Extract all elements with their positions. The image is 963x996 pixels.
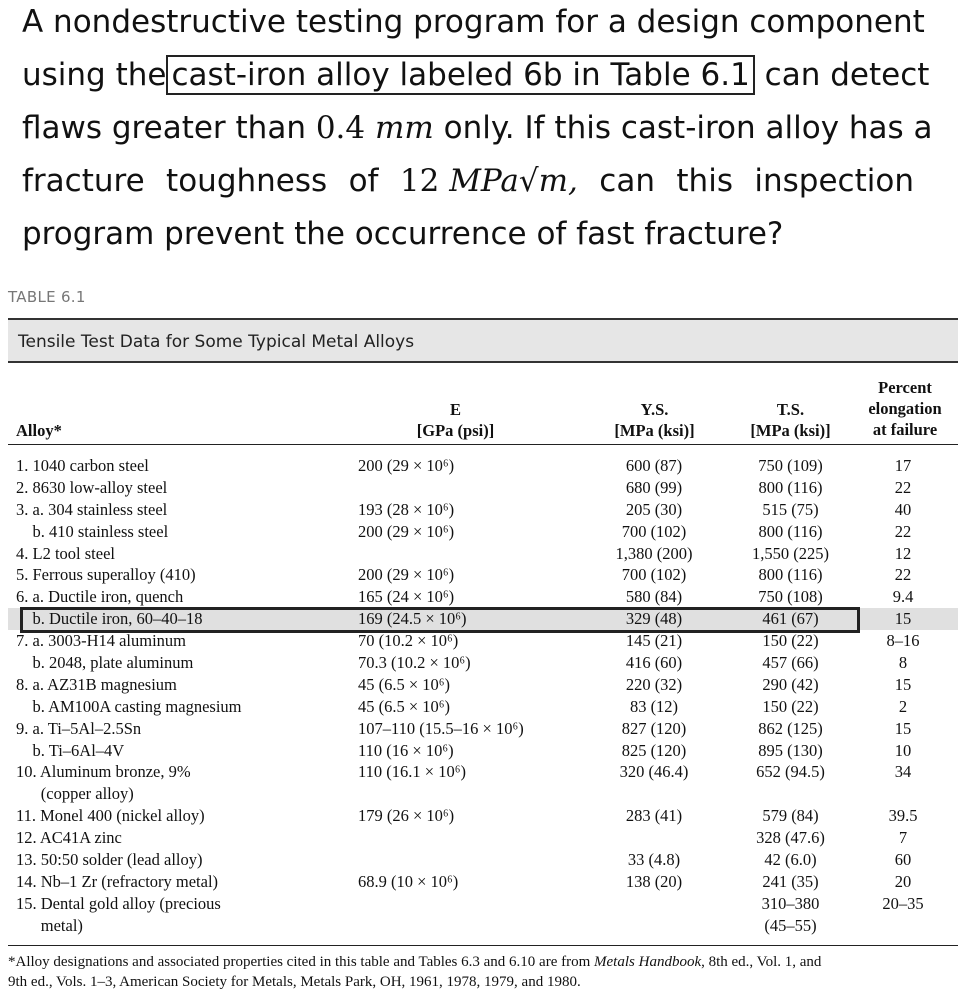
cell-alloy: 11. Monel 400 (nickel alloy) <box>16 806 205 826</box>
table-row <box>8 849 958 871</box>
word-fracture: fracture <box>22 163 145 199</box>
footnote-pre: *Alloy designations and associated properties cited in this table and Tables 6.3 and 6.10 are from <box>8 954 595 970</box>
cell-e: 200 (29 × 10⁶) <box>358 565 455 585</box>
cell-alloy: b. AM100A casting magnesium <box>16 696 242 716</box>
cell-alloy: b. 410 stainless steel <box>16 521 169 541</box>
table-row <box>8 543 958 565</box>
cell-e: 179 (26 × 10⁶) <box>358 806 455 826</box>
table-row <box>8 586 958 608</box>
cell-e: 68.9 (10 × 10⁶) <box>358 871 459 891</box>
cell-ys: 700 (102) <box>621 521 687 541</box>
table-row <box>8 564 958 586</box>
cell-ys: 680 (99) <box>625 477 683 497</box>
cell-ys: 205 (30) <box>625 499 683 519</box>
header-el-line1: Percent <box>878 378 932 397</box>
toughness-unit: MPa√m, <box>449 163 578 199</box>
cell-ys: 700 (102) <box>621 565 687 585</box>
cell-elongation: 15 <box>894 718 912 738</box>
cell-ys: 825 (120) <box>621 740 687 760</box>
cell-ys: 600 (87) <box>625 456 683 475</box>
question-line-1-text: A nondestructive testing program for a design component <box>22 4 925 40</box>
table-row <box>8 761 958 783</box>
flaw-size-unit: mm <box>375 110 434 146</box>
question-line-3 <box>22 102 933 155</box>
cell-e: 200 (29 × 10⁶) <box>358 456 455 475</box>
cell-ts: 750 (108) <box>758 587 823 607</box>
footnote-line-2: 9th ed., Vols. 1–3, American Society for Metals, Metals Park, OH, 1961, 1978, 1979, and 1980. <box>8 974 581 990</box>
cell-ys: 827 (120) <box>621 718 687 738</box>
highlighted-alloy-reference: cast-iron alloy labeled 6b in Table 6.1 <box>166 55 754 95</box>
cell-elongation: 15 <box>894 674 912 694</box>
cell-e: 70 (10.2 × 10⁶) <box>358 631 459 651</box>
table-row <box>8 718 958 740</box>
cell-e: 200 (29 × 10⁶) <box>358 521 455 541</box>
cell-ys: 145 (21) <box>625 631 683 651</box>
cell-alloy: 15. Dental gold alloy (precious <box>16 893 221 913</box>
question-line-5 <box>22 208 922 261</box>
cell-ts: 42 (6.0) <box>764 850 817 870</box>
question-line-3-pre: flaws greater than <box>22 110 306 146</box>
cell-elongation: 15 <box>894 609 912 629</box>
cell-ts: 895 (130) <box>758 740 823 760</box>
table-row <box>8 674 958 696</box>
cell-ts: 750 (109) <box>758 456 823 475</box>
cell-e: 45 (6.5 × 10⁶) <box>358 696 451 716</box>
cell-alloy: 9. a. Ti–5Al–2.5Sn <box>16 718 142 738</box>
header-ts-line2: [MPa (ksi)] <box>750 421 831 440</box>
cell-elongation: 7 <box>898 828 908 848</box>
cell-e: 110 (16.1 × 10⁶) <box>358 762 466 782</box>
word-of: of <box>348 163 379 199</box>
cell-ys: 416 (60) <box>625 653 683 673</box>
cell-alloy: 12. AC41A zinc <box>16 828 122 848</box>
cell-elongation: 9.4 <box>892 587 914 607</box>
cell-ts: 310–380 <box>761 893 820 913</box>
cell-ts: 1,550 (225) <box>752 543 829 563</box>
table-row <box>8 783 958 805</box>
cell-ys: 83 (12) <box>629 696 679 716</box>
table-row <box>8 871 958 893</box>
cell-elongation: 20–35 <box>882 893 924 913</box>
cell-ys: 580 (84) <box>625 587 683 607</box>
table-row <box>8 805 958 827</box>
cell-ys: 320 (46.4) <box>619 762 689 782</box>
question-text <box>22 0 933 261</box>
header-e-line1: E <box>449 400 461 419</box>
header-ys-line2: [MPa (ksi)] <box>614 421 695 440</box>
cell-ts: 150 (22) <box>762 631 819 651</box>
cell-ts: 800 (116) <box>758 521 823 541</box>
table-body <box>8 455 958 937</box>
cell-ts: 515 (75) <box>762 499 819 519</box>
cell-alloy: (copper alloy) <box>16 784 134 804</box>
cell-elongation: 40 <box>894 499 912 519</box>
word-inspection: inspection <box>754 163 914 199</box>
cell-elongation: 20 <box>894 871 912 891</box>
question-line-4 <box>22 155 914 208</box>
cell-ts: 457 (66) <box>762 653 819 673</box>
table-row <box>8 521 958 543</box>
cell-elongation: 22 <box>894 521 912 541</box>
header-alloy: Alloy* <box>16 421 62 440</box>
toughness-value: 12 <box>399 163 440 199</box>
table-header <box>8 374 958 445</box>
table-footnote <box>8 952 953 992</box>
cell-ts: 461 (67) <box>762 609 819 629</box>
table-row <box>8 499 958 521</box>
table-label: TABLE 6.1 <box>8 288 86 306</box>
cell-elongation: 22 <box>894 565 912 585</box>
question-line-5-text: program prevent the occurrence of fast fracture? <box>22 216 784 252</box>
question-line-2-post: can detect <box>764 57 930 93</box>
table-title: Tensile Test Data for Some Typical Metal Alloys <box>18 332 415 352</box>
toughness-value-group <box>400 155 578 208</box>
cell-e: 110 (16 × 10⁶) <box>358 740 454 760</box>
cell-alloy: 5. Ferrous superalloy (410) <box>16 565 196 585</box>
cell-alloy: 14. Nb–1 Zr (refractory metal) <box>16 871 219 891</box>
table-row <box>8 740 958 762</box>
cell-elongation: 17 <box>894 456 912 475</box>
header-elongation <box>860 377 950 440</box>
table-row <box>8 827 958 849</box>
cell-ys: 1,380 (200) <box>615 543 693 563</box>
header-ys-line1: Y.S. <box>640 400 669 419</box>
cell-ts: 800 (116) <box>758 565 823 585</box>
table-row <box>8 630 958 652</box>
cell-ts: 328 (47.6) <box>756 828 825 848</box>
header-el-line3: at failure <box>872 420 938 439</box>
cell-elongation: 8 <box>898 653 908 673</box>
table-row <box>8 477 958 499</box>
cell-elongation: 60 <box>894 850 912 870</box>
question-line-3-post: only. If this cast-iron alloy has a <box>443 110 933 146</box>
cell-alloy: b. Ti–6Al–4V <box>16 740 125 760</box>
cell-elongation: 12 <box>894 543 912 563</box>
cell-ys: 138 (20) <box>625 871 683 891</box>
cell-ts: 652 (94.5) <box>756 762 825 782</box>
cell-elongation: 2 <box>898 696 908 716</box>
cell-ts: 862 (125) <box>758 718 823 738</box>
table-row <box>8 893 958 915</box>
highlighted-row-box <box>20 607 860 633</box>
cell-alloy: b. Ductile iron, 60–40–18 <box>16 609 203 629</box>
table-row <box>8 915 958 937</box>
word-this: this <box>676 163 733 199</box>
cell-alloy: 3. a. 304 stainless steel <box>16 499 168 519</box>
cell-ys: 220 (32) <box>625 674 683 694</box>
cell-ts: 800 (116) <box>758 477 823 497</box>
cell-alloy: 6. a. Ductile iron, quench <box>16 587 184 607</box>
cell-elongation: 8–16 <box>886 631 920 651</box>
question-line-2 <box>22 49 930 102</box>
cell-ts: 290 (42) <box>762 674 819 694</box>
cell-alloy: 13. 50:50 solder (lead alloy) <box>16 850 203 870</box>
cell-ts: (45–55) <box>764 915 817 935</box>
cell-ts: 241 (35) <box>762 871 819 891</box>
table-bottom-rule <box>8 945 958 946</box>
cell-elongation: 22 <box>894 477 912 497</box>
cell-ys: 283 (41) <box>625 806 683 826</box>
cell-alloy: 1. 1040 carbon steel <box>16 456 149 475</box>
data-table <box>8 374 958 937</box>
cell-alloy: 10. Aluminum bronze, 9% <box>16 762 191 782</box>
cell-elongation: 34 <box>894 762 912 782</box>
cell-e: 45 (6.5 × 10⁶) <box>358 674 451 694</box>
question-line-2-pre: using the <box>22 57 167 93</box>
header-e <box>398 399 513 441</box>
header-e-line2: [GPa (psi)] <box>416 421 495 440</box>
header-el-line2: elongation <box>868 399 942 418</box>
cell-alloy: b. 2048, plate aluminum <box>16 653 194 673</box>
cell-e: 70.3 (10.2 × 10⁶) <box>358 653 471 673</box>
header-ys <box>602 399 707 441</box>
word-toughness: toughness <box>166 163 328 199</box>
cell-elongation: 39.5 <box>888 806 918 826</box>
question-line-1 <box>22 0 925 49</box>
cell-alloy: 8. a. AZ31B magnesium <box>16 674 177 694</box>
table-row <box>8 696 958 718</box>
footnote-book: Metals Handbook <box>594 954 702 970</box>
cell-ts: 150 (22) <box>762 696 819 716</box>
flaw-size-value: 0.4 <box>315 110 366 146</box>
cell-elongation: 10 <box>894 740 912 760</box>
table-row <box>8 455 958 477</box>
cell-ys: 33 (4.8) <box>627 850 681 870</box>
cell-e: 169 (24.5 × 10⁶) <box>358 609 467 629</box>
cell-e: 193 (28 × 10⁶) <box>358 499 455 519</box>
cell-alloy: metal) <box>16 915 83 935</box>
word-can: can <box>599 163 655 199</box>
cell-e: 107–110 (15.5–16 × 10⁶) <box>358 718 524 738</box>
table-row <box>8 652 958 674</box>
header-ts <box>733 399 848 441</box>
header-ts-line1: T.S. <box>776 400 805 419</box>
footnote-post: , 8th ed., Vol. 1, and <box>701 954 822 970</box>
cell-ys: 329 (48) <box>625 609 683 629</box>
cell-e: 165 (24 × 10⁶) <box>358 587 455 607</box>
cell-alloy: 7. a. 3003-H14 aluminum <box>16 631 187 651</box>
cell-alloy: 2. 8630 low-alloy steel <box>16 477 168 497</box>
cell-ts: 579 (84) <box>762 806 819 826</box>
cell-alloy: 4. L2 tool steel <box>16 543 115 563</box>
